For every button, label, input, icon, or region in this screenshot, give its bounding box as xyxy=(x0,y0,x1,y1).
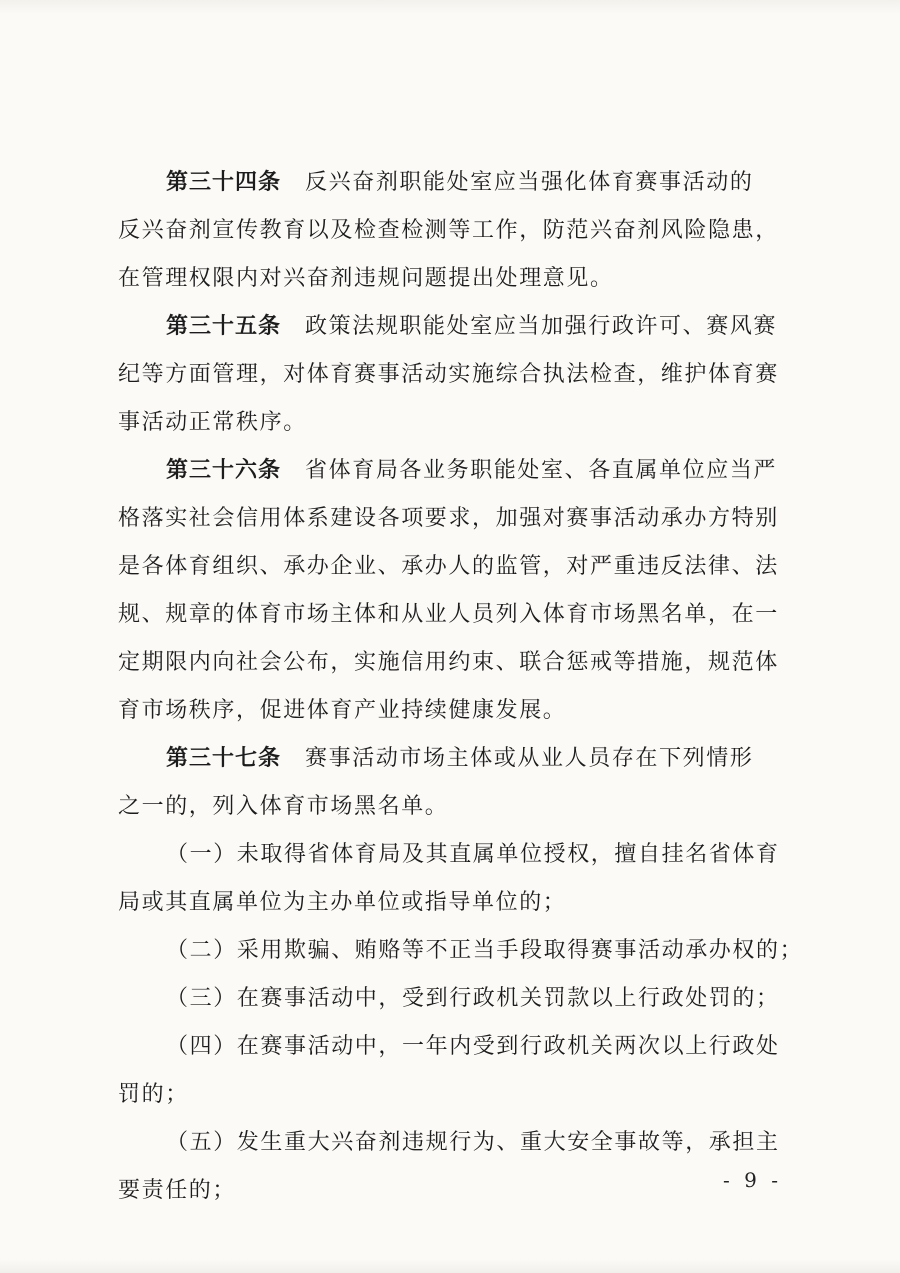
article-35-text: 政策法规职能处室应当加强行政许可、赛风赛 xyxy=(305,314,778,339)
article-37-item-2: （二）采用欺骗、贿赂等不正当手段取得赛事活动承办权的； xyxy=(166,938,804,963)
article-36-line-3: 是各体育组织、承办企业、承办人的监管，对严重违反法律、法 xyxy=(118,554,779,579)
article-35-line-2: 纪等方面管理，对体育赛事活动实施综合执法检查，维护体育赛 xyxy=(118,362,779,387)
article-35-line-3: 事活动正常秩序。 xyxy=(118,410,307,435)
article-34-line-3: 在管理权限内对兴奋剂违规问题提出处理意见。 xyxy=(118,266,614,291)
article-37-item-5-line-2: 要责任的； xyxy=(118,1178,237,1203)
article-34-line-1 xyxy=(118,168,786,198)
article-37-line-1 xyxy=(118,744,786,774)
article-37-heading: 第三十七条 xyxy=(166,746,282,771)
article-36-line-1 xyxy=(118,456,786,486)
article-37-item-4-line-1: （四）在赛事活动中，一年内受到行政机关两次以上行政处 xyxy=(166,1034,780,1059)
document-body xyxy=(118,168,804,1224)
article-35-line-1 xyxy=(118,312,786,342)
article-36-text: 省体育局各业务职能处室、各直属单位应当严 xyxy=(305,458,778,483)
article-37-text: 赛事活动市场主体或从业人员存在下列情形 xyxy=(305,746,754,771)
article-36-line-6: 育市场秩序，促进体育产业持续健康发展。 xyxy=(118,698,567,723)
article-37-item-1-line-2: 局或其直属单位为主办单位或指导单位的； xyxy=(118,890,567,915)
article-37-item-4-line-2: 罚的； xyxy=(118,1082,189,1107)
article-36-line-2: 格落实社会信用体系建设各项要求，加强对赛事活动承办方特别 xyxy=(118,506,779,531)
article-34-heading: 第三十四条 xyxy=(166,170,282,195)
page-number: - 9 - xyxy=(723,1168,782,1192)
article-35-heading: 第三十五条 xyxy=(166,314,282,339)
article-36-line-5: 定期限内向社会公布，实施信用约束、联合惩戒等措施，规范体 xyxy=(118,650,779,675)
article-37-item-3: （三）在赛事活动中，受到行政机关罚款以上行政处罚的； xyxy=(166,986,780,1011)
article-34-line-2: 反兴奋剂宣传教育以及检查检测等工作，防范兴奋剂风险隐患， xyxy=(118,218,779,243)
article-36-heading: 第三十六条 xyxy=(166,458,282,483)
article-36-line-4: 规、规章的体育市场主体和从业人员列入体育市场黑名单，在一 xyxy=(118,602,779,627)
article-37-item-5-line-1: （五）发生重大兴奋剂违规行为、重大安全事故等，承担主 xyxy=(166,1130,780,1155)
article-34-text: 反兴奋剂职能处室应当强化体育赛事活动的 xyxy=(305,170,754,195)
article-37-line-2: 之一的，列入体育市场黑名单。 xyxy=(118,794,449,819)
article-37-item-1-line-1: （一）未取得省体育局及其直属单位授权，擅自挂名省体育 xyxy=(166,842,780,867)
